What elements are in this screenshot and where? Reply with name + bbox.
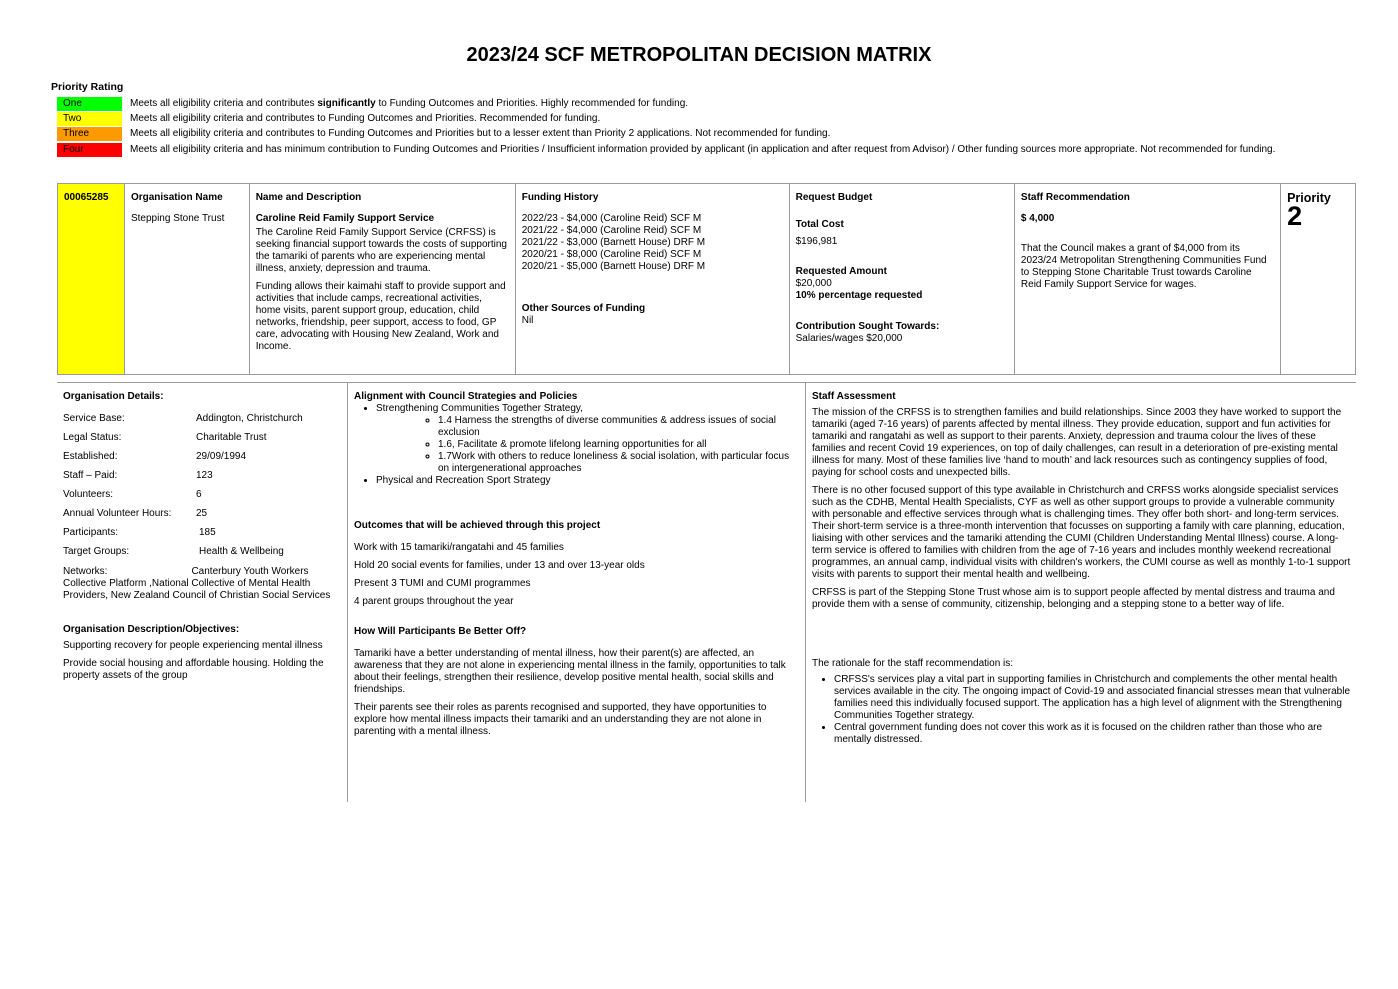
funding-history-cell [515, 184, 789, 375]
funding-history-item: 2020/21 - $5,000 (Barnett House) DRF M [521, 261, 706, 272]
organisation-name-heading: Organisation Name [130, 192, 223, 203]
detail-row-networks: Networks: Canterbury Youth Workers Collective Platform ,National Collective of Mental Health Providers, New Zealand Council of Christian Social Services [63, 566, 331, 601]
outcome-item: Work with 15 tamariki/rangatahi and 45 families [354, 542, 564, 553]
priority-swatch-two: Two [57, 112, 122, 126]
priority-swatch-one: One [57, 97, 122, 111]
organisation-description-heading: Organisation Description/Objectives: [63, 624, 240, 635]
detail-row-target-groups: Target Groups: Health & Wellbeing [63, 546, 284, 557]
better-off-heading: How Will Participants Be Better Off? [354, 626, 527, 637]
contribution-value: Salaries/wages $20,000 [795, 333, 903, 344]
staff-assessment-paragraph-3: CRFSS is part of the Stepping Stone Trust whose aim is to support people affected by mental distress and trauma and provide them with a sense of community, citizenship, belonging and a stepping stone to a better way of life. [812, 587, 1335, 610]
request-budget-heading: Request Budget [795, 192, 873, 203]
requested-amount-label: Requested Amount [795, 266, 887, 277]
strategy-item: • Physical and Recreation Sport Strategy [376, 475, 800, 487]
detail-row-staff-paid: Staff – Paid: 123 [63, 470, 213, 481]
application-summary-table [57, 183, 1356, 375]
detail-row-participants: Participants: 185 [63, 527, 216, 538]
priority-rating-heading: Priority Rating [51, 81, 124, 93]
priority-description-three: Meets all eligibility criteria and contributes to Funding Outcomes and Priorities but to a lesser extent than Priority 2 applications. Not recommended for funding. [130, 128, 831, 139]
application-id: 00065285 [64, 192, 109, 203]
detail-row-volunteer-hours: Annual Volunteer Hours: 25 [63, 508, 208, 519]
staff-assessment-paragraph-2: There is no other focused support of this type available in Christchurch and CRFSS works alongside specialist services such as the CDHB, Mental Health Specialists, CYF as well as other support groups to provide a vulnerable community with personable and effective services through what is challenging times. They offer both short- and long-term services. Their short-term service is a three-month intervention that focusses on supporting a family with care planning, education, liaising with other services and the tamariki attending the CUMI (Children Understanding Mental Illness) course. A long-term service is offered to families with children from the age of 7-16 years and includes monthly weekend recreational programmes, an annual camp, individual visits with children's workers, the CUMI course as well as monthly 1-to-1 support visits with parents to support their mental health and wellbeing. [812, 485, 1351, 580]
outcome-item: Present 3 TUMI and CUMI programmes [354, 578, 531, 589]
better-off-paragraph-2: Their parents see their roles as parents recognised and supported, they have opportunities to explore how mental illness impacts their tamariki and an understanding they are not alone in parenting with a mental illness. [354, 702, 767, 737]
outcome-item: Hold 20 social events for families, under 13 and over 13-year olds [354, 560, 645, 571]
organisation-name: Stepping Stone Trust [130, 213, 225, 224]
strategy-sub-item: ◦ 1.4 Harness the strengths of diverse communities & address issues of social exclusion [438, 415, 800, 439]
rationale-list [812, 674, 1352, 746]
outcome-item: 4 parent groups throughout the year [354, 596, 514, 607]
staff-assessment-column [812, 391, 1352, 746]
priority-rating-row-one [57, 97, 1317, 111]
column-divider-left [347, 383, 348, 802]
rationale-item: • Central government funding does not cover this work as it is focused on the children rather than those who are mentally distressed. [834, 722, 1352, 746]
page-title: 2023/24 SCF METROPOLITAN DECISION MATRIX [466, 44, 932, 66]
name-description-heading: Name and Description [255, 192, 362, 203]
request-budget-cell [789, 184, 1014, 375]
detail-row-volunteers: Volunteers: 6 [63, 489, 202, 500]
rationale-item: • CRFSS's services play a vital part in supporting families in Christchurch and complements the other mental health services available in the city. The ongoing impact of Covid-19 and associated financial stresses mean that vulnerable families need this individually focused support. The application has a high level of alignment with the Strengthening Communities Together strategy. [834, 674, 1352, 722]
staff-assessment-paragraph-1: The mission of the CRFSS is to strengthen families and build relationships. Since 2003 they have worked to support the tamariki (aged 7-16 years) of parents affected by mental illness. They provide education, support and fun activities for tamariki and rangatahi as well as support to their parents. Anxiety, depression and trauma colour the lives of these families and recent Covid 19 experiences, on top of daily challenges, can result in a deterioration of pre-existing mental illness for many. Most of these families live ‘hand to mouth’ and lack resources such as contingency supplies of food, paying for school costs and unexpected bills. [812, 407, 1342, 478]
funding-history-item: 2022/23 - $4,000 (Caroline Reid) SCF M [521, 213, 702, 224]
detail-row-legal-status: Legal Status: Charitable Trust [63, 432, 267, 443]
contribution-label: Contribution Sought Towards: [795, 321, 940, 332]
priority-rating-row-four [57, 143, 1317, 157]
staff-recommendation-amount: $ 4,000 [1020, 213, 1055, 224]
project-description-2: Funding allows their kaimahi staff to provide support and activities that include camps, recreational activities, home visits, parent support group, education, child networks, friendship, peer support, access to food, GP care, advocating with Housing New Zealand, Work and Income. [255, 281, 506, 352]
organisation-name-cell [124, 184, 249, 375]
rationale-intro: The rationale for the staff recommendation is: [812, 658, 1014, 669]
priority-swatch-four: Four [57, 143, 122, 157]
strategy-item: • Strengthening Communities Together Strategy, ◦ 1.4 Harness the strengths of diverse communities & address issues of social exclusion ◦ 1.6, Facilitate & promote lifelong learning opportunities for all ◦ 1.7Work with others to reduce loneliness & social isolation, with particular focus on intergenerational approaches [376, 403, 800, 475]
application-id-cell [58, 184, 125, 375]
organisation-description-2: Provide social housing and affordable housing. Holding the property assets of the group [63, 658, 324, 681]
priority-rating-row-two [57, 112, 1317, 126]
alignment-column [354, 391, 800, 738]
other-sources-value: Nil [521, 315, 534, 326]
total-cost-label: Total Cost [795, 219, 844, 230]
strategy-sub-item: ◦ 1.6, Facilitate & promote lifelong learning opportunities for all [438, 439, 800, 451]
funding-history-item: 2021/22 - $3,000 (Barnett House) DRF M [521, 237, 706, 248]
funding-history-item: 2020/21 - $8,000 (Caroline Reid) SCF M [521, 249, 702, 260]
organisation-details-heading: Organisation Details: [63, 391, 164, 402]
funding-history-item: 2021/22 - $4,000 (Caroline Reid) SCF M [521, 225, 702, 236]
priority-description-four: Meets all eligibility criteria and has minimum contribution to Funding Outcomes and Priorities / Insufficient information provided by applicant (in application and after request from Advisor) / Other funding sources more appropriate. Not recommended for funding. [130, 144, 1276, 155]
detail-row-service-base: Service Base: Addington, Christchurch [63, 413, 303, 424]
staff-recommendation-heading: Staff Recommendation [1020, 192, 1130, 203]
organisation-description-1: Supporting recovery for people experiencing mental illness [63, 640, 323, 651]
priority-description-two: Meets all eligibility criteria and contributes to Funding Outcomes and Priorities. Recommended for funding. [130, 113, 601, 124]
staff-assessment-heading: Staff Assessment [812, 391, 896, 402]
priority-swatch-three: Three [57, 127, 122, 141]
section-divider [57, 382, 1356, 383]
priority-description-one: Meets all eligibility criteria and contributes significantly to Funding Outcomes and Priorities. Highly recommended for funding. [130, 98, 689, 109]
strategy-sub-item: ◦ 1.7Work with others to reduce loneliness & social isolation, with particular focus on intergenerational approaches [438, 451, 800, 475]
name-description-cell [249, 184, 515, 375]
priority-value: 2 [1287, 201, 1303, 231]
alignment-heading: Alignment with Council Strategies and Policies [354, 391, 578, 402]
detail-row-established: Established: 29/09/1994 [63, 451, 247, 462]
total-cost-value: $196,981 [795, 236, 838, 247]
percentage-requested: 10% percentage requested [795, 290, 923, 301]
project-description-1: The Caroline Reid Family Support Service (CRFSS) is seeking financial support towards the costs of supporting the tamariki of parents who are experiencing mental illness, anxiety, depression and trauma. [255, 227, 507, 274]
better-off-paragraph-1: Tamariki have a better understanding of mental illness, how their parent(s) are affected, an awareness that they are not alone in experiencing mental illness in the family, opportunities to talk about their feelings, strengthen their resilience, develop positive mental health, social skills and friendships. [354, 648, 786, 695]
funding-history-heading: Funding History [521, 192, 599, 203]
priority-cell [1281, 184, 1356, 375]
project-name: Caroline Reid Family Support Service [255, 213, 435, 224]
priority-rating-row-three [57, 127, 1317, 141]
strategy-list [354, 403, 800, 487]
other-sources-heading: Other Sources of Funding [521, 303, 646, 314]
staff-recommendation-cell [1014, 184, 1280, 375]
staff-recommendation-text: That the Council makes a grant of $4,000 from its 2023/24 Metropolitan Strengthening Communities Fund to Stepping Stone Charitable Trust towards Caroline Reid Family Support Service for wages. [1020, 243, 1267, 290]
requested-amount-value: $20,000 [795, 278, 832, 289]
strategy-sub-list [376, 415, 800, 475]
column-divider-right [805, 383, 806, 802]
organisation-details-column [63, 391, 341, 682]
outcomes-heading: Outcomes that will be achieved through this project [354, 520, 601, 531]
priority-heading: Priority [1287, 191, 1331, 205]
